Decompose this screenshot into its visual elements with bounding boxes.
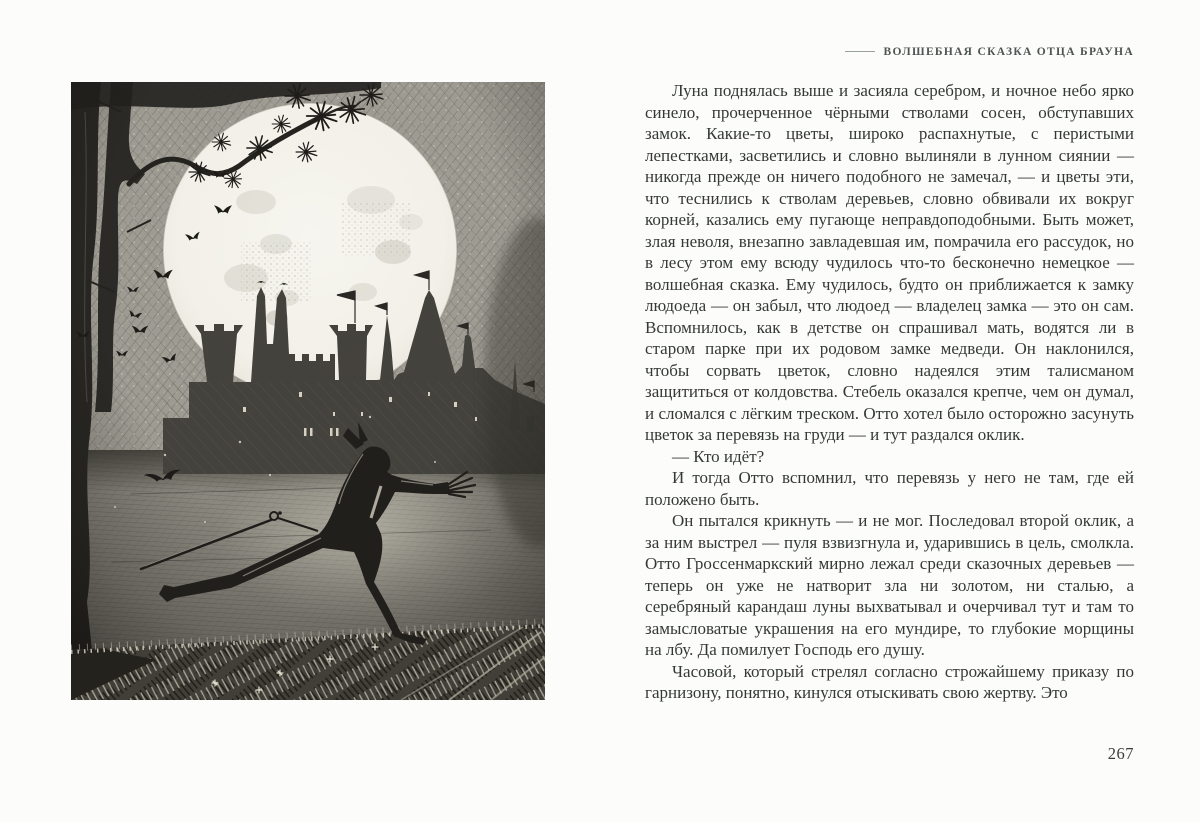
body-text [645,80,1134,704]
header-rule [845,51,875,52]
paragraph: И тогда Отто вспомнил, что перевязь у него не там, где ей положено быть. [645,468,1134,509]
paragraph: Часовой, который стрелял согласно строжайшему приказу по гарнизону, понятно, кинулся отыскивать свою жертву. Это [645,661,1134,702]
running-header [645,46,1134,58]
illustration-svg [71,82,545,700]
illustration-moon-castle-runner [71,82,545,700]
vignette-shading [71,82,545,700]
running-title: ВОЛШЕБНАЯ СКАЗКА ОТЦА БРАУНА [883,46,1134,58]
paragraph: Он пытался крикнуть — и не мог. Последовал второй оклик, а за ним выстрел — пуля взвизгнула и, ударившись в цель, смолкла. Отто Гроссенмаркский мирно лежал среди сказочных деревьев — теперь он уже не натворит зла ни золотом, ни сталью, а серебряный карандаш луны выхватывал и очерчивал тут и там то замысловатые украшения на его мундире, то глубокие морщины на лбу. Да помилует Господь его душу. [645,511,1134,659]
page-number: 267 [1107,744,1134,763]
paragraph: Луна поднялась выше и засияла серебром, и ночное небо ярко синело, прочерченное чёрными стволами сосен, обступавших замок. Какие-то цветы, широко распахнутые, с перистыми лепестками, засветились и словно вылиняли в лунном сиянии — никогда прежде он ничего подобного не замечал, — и цветы эти, что теснились к стволам деревьев, словно обвивали их вокруг корней, казались ему пугающе неправдоподобными. Быть может, злая неволя, внезапно завладевшая им, помрачила его рассудок, но в лесу этом ему всюду чудилось что-то бесконечно немецкое — волшебная сказка. Ему чудилось, будто он приближается к замку людоеда — он забыл, что людоед — владелец замка — это он сам. Вспомнилось, как в детстве он спрашивал мать, водятся ли в старом парке при их родовом замке медведи. Он наклонился, чтобы сорвать цветок, словно надеялся этим талисманом защититься от колдовства. Стебель оказался крепче, чем он думал, и сломался с лёгким треском. Отто хотел было осторожно засунуть цветок за перевязь на груди — и тут раздался оклик. [645,81,1134,444]
paragraph: — Кто идёт? [672,446,765,466]
